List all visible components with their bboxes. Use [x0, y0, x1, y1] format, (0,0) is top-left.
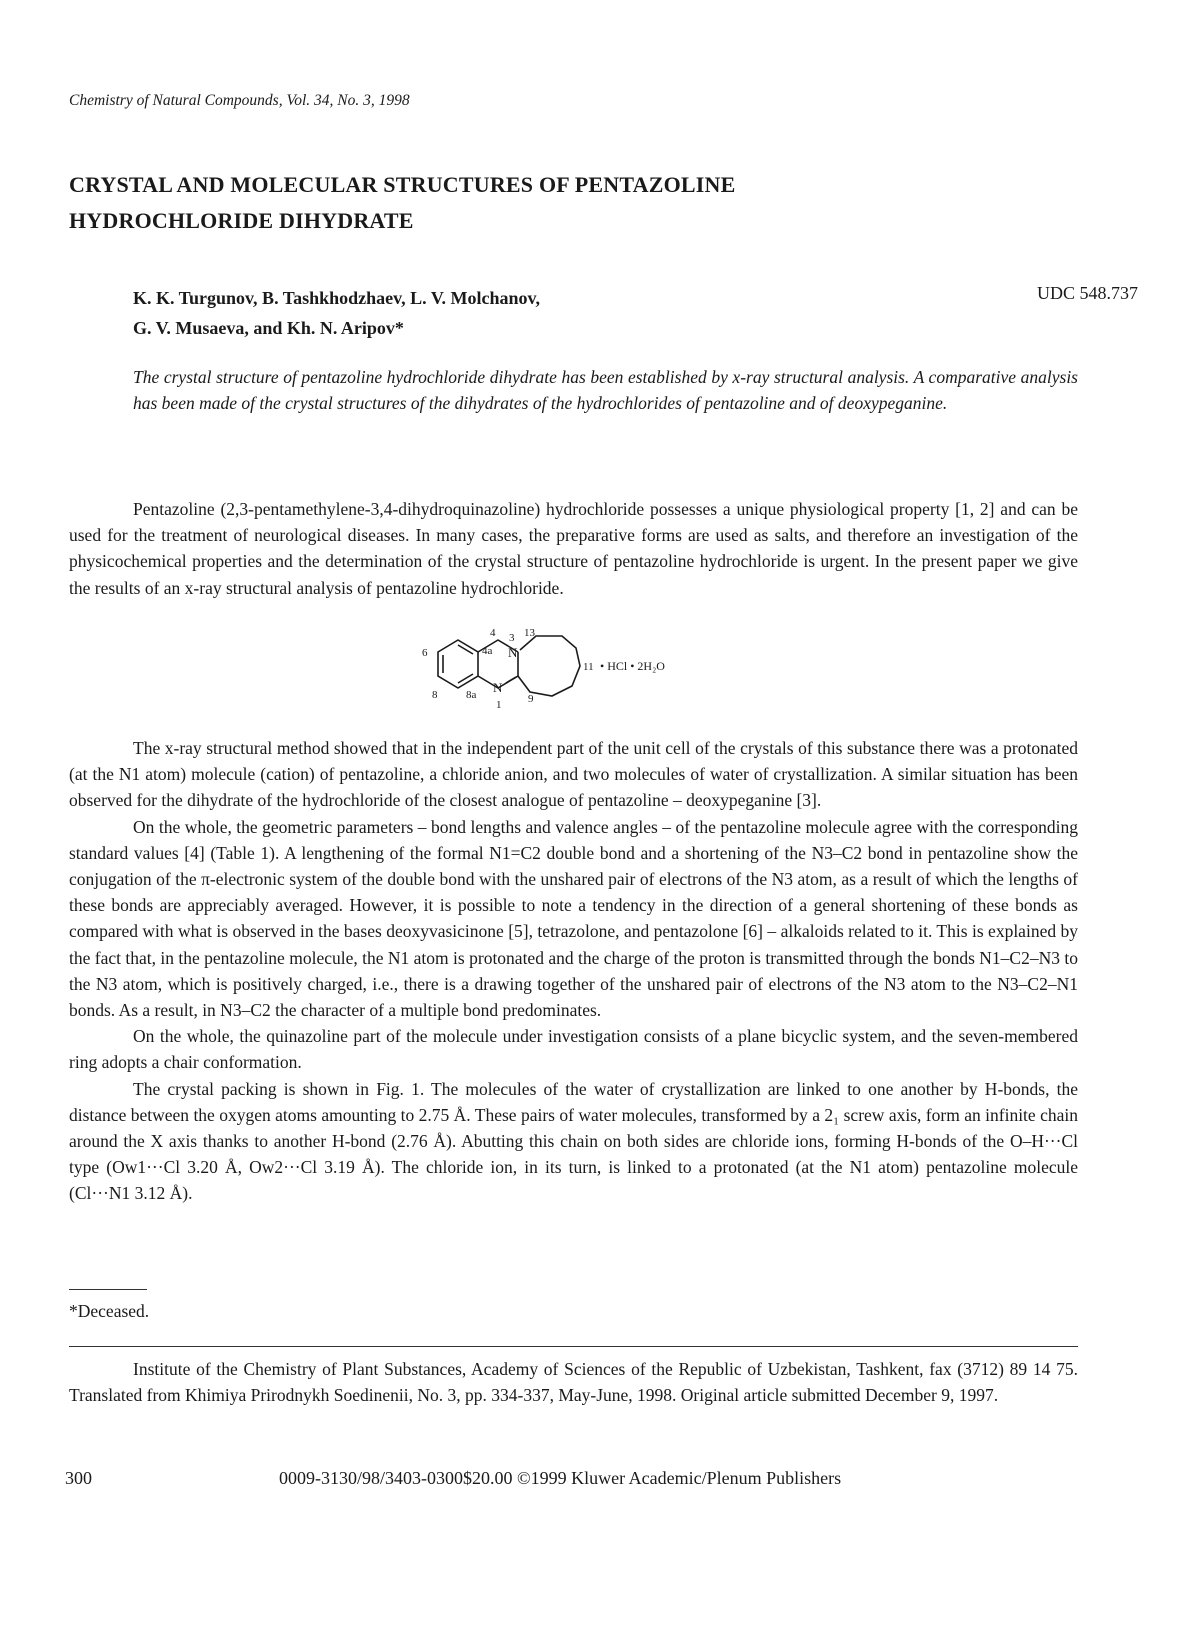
benzene-inner-bond	[458, 645, 473, 654]
paragraph-intro: Pentazoline (2,3-pentamethylene-3,4-dihydroquinazoline) hydrochloride possesses a unique physiological property [1, 2] and can be used for the treatment of neurological diseases. In many cases, the preparative forms are used as salts, and therefore an investigation of the physicochemical properties and the determination of the crystal structure of pentazoline hydrochloride is urgent. In the present paper we give the results of an x-ray structural analysis of pentazoline hydrochloride.	[69, 499, 1078, 598]
footnote-divider	[69, 1289, 147, 1290]
atom-label-n1-number: 1	[496, 699, 502, 711]
benzene-inner-bond	[458, 674, 473, 683]
atom-label-n3-number: 3	[509, 632, 515, 644]
copyright-line: 0009-3130/98/3403-0300$20.00 ©1999 Kluwer Academic/Plenum Publishers	[279, 1468, 842, 1488]
atom-label-n1: N	[493, 680, 503, 695]
institution-text: Institute of the Chemistry of Plant Substances, Academy of Sciences of the Republic of Uzbekistan, Tashkent, fax (3712) 89 14 75. Translated from Khimiya Prirodnykh Soedinenii, No. 3, pp. 334-337, May-June, 1998. Original article submitted December 9, 1997.	[69, 1359, 1078, 1406]
atom-label-n3: N	[508, 645, 518, 660]
atom-label-c4a: 4a	[482, 645, 493, 657]
authors-line-2: G. V. Musaeva, and Kh. N. Aripov*	[133, 318, 404, 338]
atom-label-c8: 8	[432, 689, 438, 701]
atom-label-c9: 9	[528, 693, 534, 705]
atom-label-c8a: 8a	[466, 689, 477, 701]
pentazoline-structure-figure	[420, 626, 740, 726]
atom-label-c13: 13	[524, 627, 535, 639]
footnote-deceased: *Deceased.	[69, 1301, 150, 1321]
journal-header: Chemistry of Natural Compounds, Vol. 34, No. 3, 1998	[69, 92, 410, 109]
page-number: 300	[65, 1468, 92, 1488]
udc-code: UDC 548.737	[1036, 283, 1138, 303]
institution-note	[69, 1356, 1078, 1408]
paragraph-packing: The crystal packing is shown in Fig. 1. The molecules of the water of crystallization are linked to one another by H-bonds, the distance between the oxygen atoms amounting to 2.75 Å. These pairs of water molecules, transformed by a 2₁ screw axis, form an infinite chain around the X axis thanks to another H-bond (2.76 Å). Abutting this chain on both sides are chloride ions, forming H-bonds of the O–H···Cl type (Ow1···Cl 3.20 Å, Ow2···Cl 3.19 Å). The chloride ion, in its turn, is linked to a protonated (at the N1 atom) pentazoline molecule (Cl···N1 3.12 Å).	[69, 1078, 1078, 1204]
title-line-2: HYDROCHLORIDE DIHYDRATE	[69, 208, 414, 233]
atom-label-c6: 6	[422, 647, 428, 659]
formula-salt-suffix: • HCl • 2H₂O	[600, 659, 665, 673]
authors-line-1: K. K. Turgunov, B. Tashkhodzhaev, L. V. Molchanov,	[133, 288, 541, 308]
intro-section	[69, 496, 1078, 601]
paragraph-xray: The x-ray structural method showed that in the independent part of the unit cell of the crystals of this substance there was a protonated (at the N1 atom) molecule (cation) of pentazoline, a chloride anion, and two molecules of water of crystallization. A similar situation has been observed for the dihydrate of the hydrochloride of the closest analogue of pentazoline – deoxypeganine [3].	[69, 738, 1078, 811]
institution-divider	[69, 1346, 1078, 1347]
azepine-ring	[518, 636, 580, 696]
paragraph-geometry: On the whole, the geometric parameters – bond lengths and valence angles – of the pentazoline molecule agree with the corresponding standard values [4] (Table 1). A lengthening of the formal N1=C2 double bond and a shortening of the N3–C2 bond in pentazoline show the conjugation of the π-electronic system of the double bond with the unshared pair of electrons of the N3 atom, as a result of which the lengths of these bonds are appreciably averaged. However, it is possible to note a tendency in the direction of a general shortening of these bonds as compared with what is observed in the bases deoxyvasicinone [5], tetrazolone, and pentazolone [6] – alkaloids related to it. This is explained by the fact that, in the pentazoline molecule, the N1 atom is protonated and the charge of the proton is transmitted through the bonds N1–C2–N3 to the N3 atom, which is positively charged, i.e., there is a drawing together of the unshared pair of electrons of the N3 atom to the N3–C2–N1 bonds. As a result, in N3–C2 the character of a multiple bond predominates.	[69, 816, 1078, 1021]
benzene-ring	[438, 640, 478, 688]
abstract: The crystal structure of pentazoline hydrochloride dihydrate has been established by x-ray structural analysis. A comparative analysis has been made of the crystal structures of the dihydrates of the hydrochlorides of pentazoline and of deoxypeganine.	[133, 367, 1078, 413]
author-list	[133, 283, 540, 343]
atom-label-c11: 11	[583, 661, 594, 673]
main-section	[69, 735, 1078, 1207]
article-title	[69, 167, 736, 239]
c2-n1-double-bond	[506, 677, 516, 683]
title-line-1: CRYSTAL AND MOLECULAR STRUCTURES OF PENTAZOLINE	[69, 172, 736, 197]
atom-label-c4: 4	[490, 627, 496, 639]
paragraph-conformation: On the whole, the quinazoline part of the molecule under investigation consists of a plane bicyclic system, and the seven-membered ring adopts a chair conformation.	[69, 1026, 1078, 1073]
